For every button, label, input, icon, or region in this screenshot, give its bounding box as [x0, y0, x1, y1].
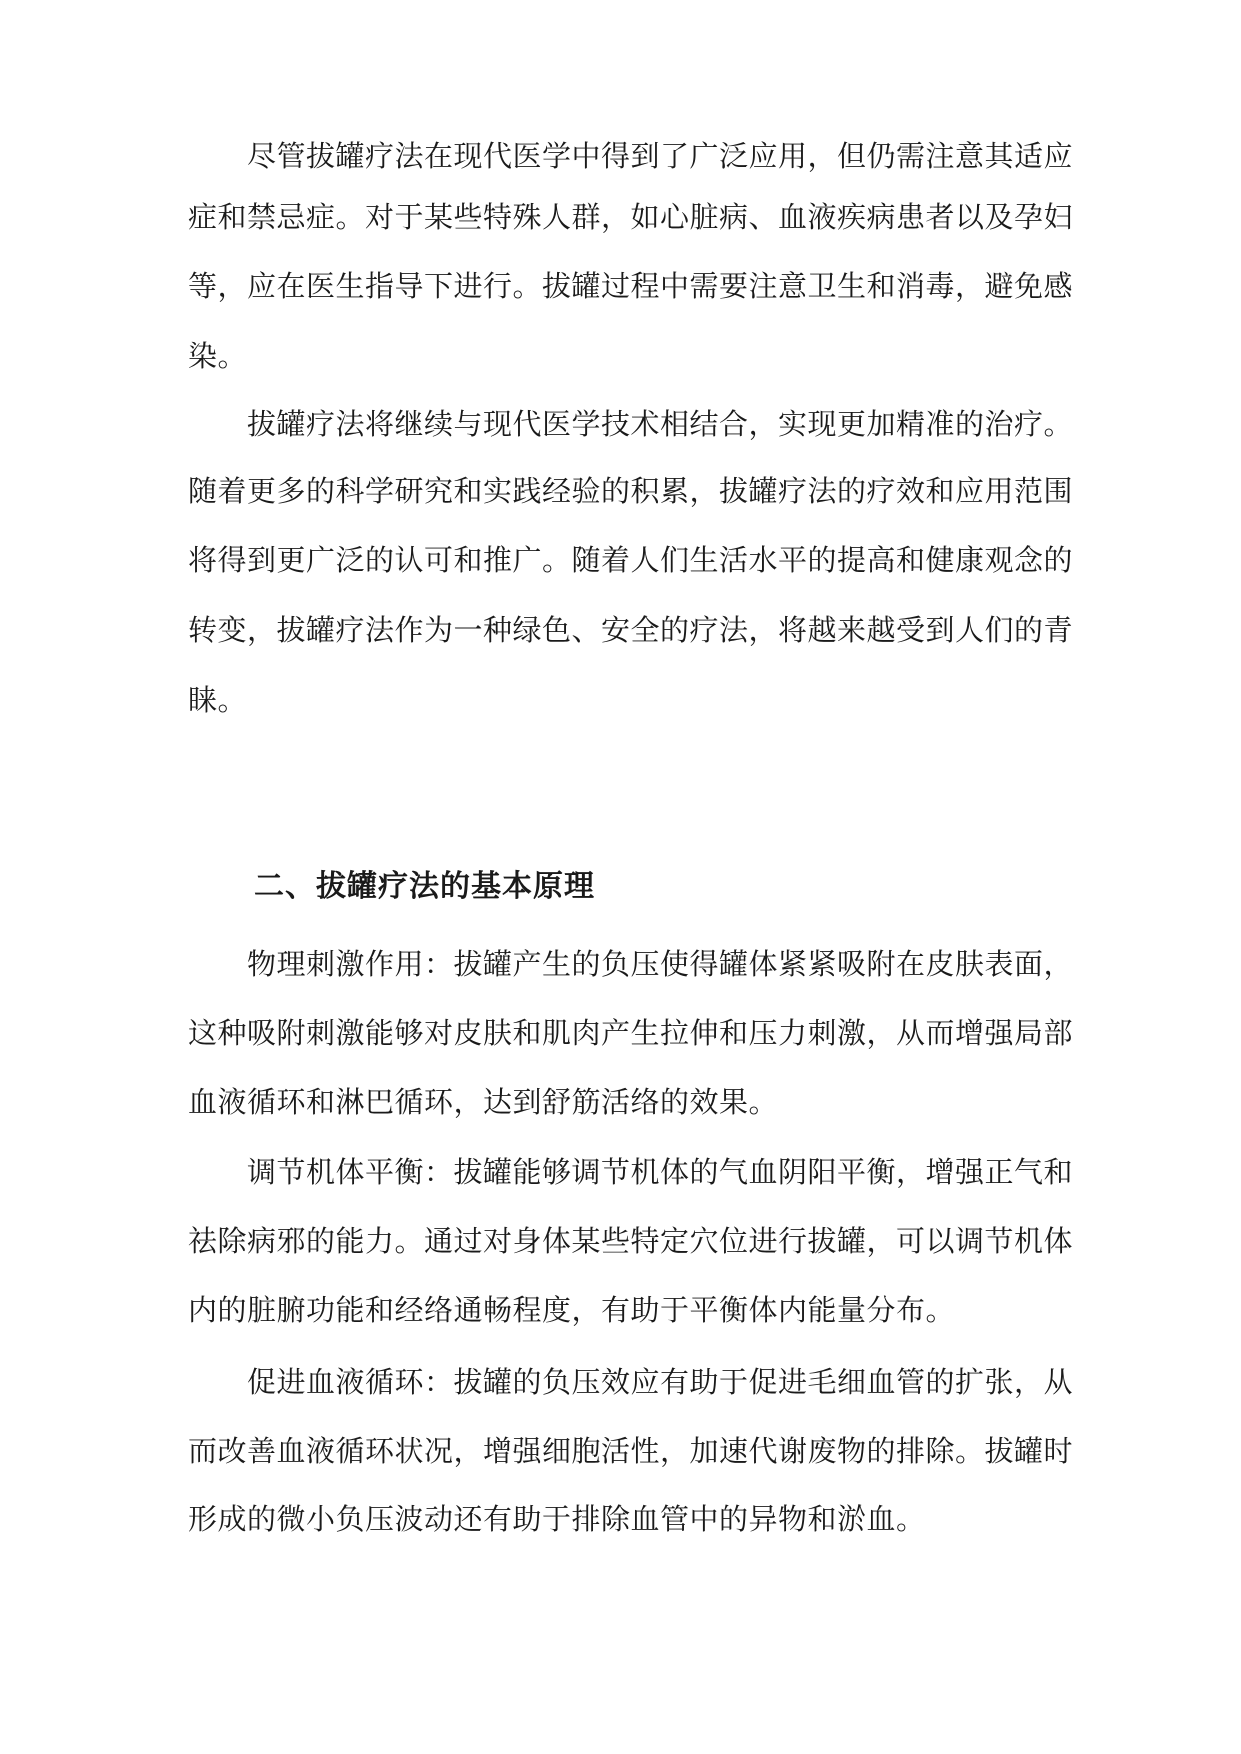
paragraph-line: 等，应在医生指导下进行。拔罐过程中需要注意卫生和消毒，避免感 [188, 269, 1074, 303]
paragraph-line: 尽管拔罐疗法在现代医学中得到了广泛应用，但仍需注意其适应 [247, 139, 1074, 173]
paragraph-line: 睐。 [188, 683, 248, 717]
paragraph-line: 拔罐疗法将继续与现代医学技术相结合，实现更加精准的治疗。 [247, 407, 1074, 441]
paragraph-line: 症和禁忌症。对于某些特殊人群，如心脏病、血液疾病患者以及孕妇 [188, 200, 1074, 234]
paragraph-line: 内的脏腑功能和经络通畅程度，有助于平衡体内能量分布。 [188, 1293, 956, 1327]
paragraph-line: 形成的微小负压波动还有助于排除血管中的异物和淤血。 [188, 1502, 926, 1536]
paragraph-line: 物理刺激作用：拔罐产生的负压使得罐体紧紧吸附在皮肤表面， [247, 947, 1074, 981]
paragraph-line: 促进血液循环：拔罐的负压效应有助于促进毛细血管的扩张，从 [247, 1365, 1074, 1399]
paragraph-line: 调节机体平衡：拔罐能够调节机体的气血阴阳平衡，增强正气和 [247, 1155, 1074, 1189]
paragraph-line: 祛除病邪的能力。通过对身体某些特定穴位进行拔罐，可以调节机体 [188, 1224, 1074, 1258]
section-heading: 二、拔罐疗法的基本原理 [254, 869, 595, 904]
paragraph-line: 这种吸附刺激能够对皮肤和肌肉产生拉伸和压力刺激，从而增强局部 [188, 1016, 1074, 1050]
paragraph-line: 血液循环和淋巴循环，达到舒筋活络的效果。 [188, 1085, 779, 1119]
paragraph-line: 染。 [188, 339, 248, 373]
paragraph-line: 随着更多的科学研究和实践经验的积累，拔罐疗法的疗效和应用范围 [188, 474, 1074, 508]
paragraph-line: 将得到更广泛的认可和推广。随着人们生活水平的提高和健康观念的 [188, 543, 1074, 577]
paragraph-line: 转变，拔罐疗法作为一种绿色、安全的疗法，将越来越受到人们的青 [188, 613, 1074, 647]
paragraph-line: 而改善血液循环状况，增强细胞活性，加速代谢废物的排除。拔罐时 [188, 1434, 1074, 1468]
